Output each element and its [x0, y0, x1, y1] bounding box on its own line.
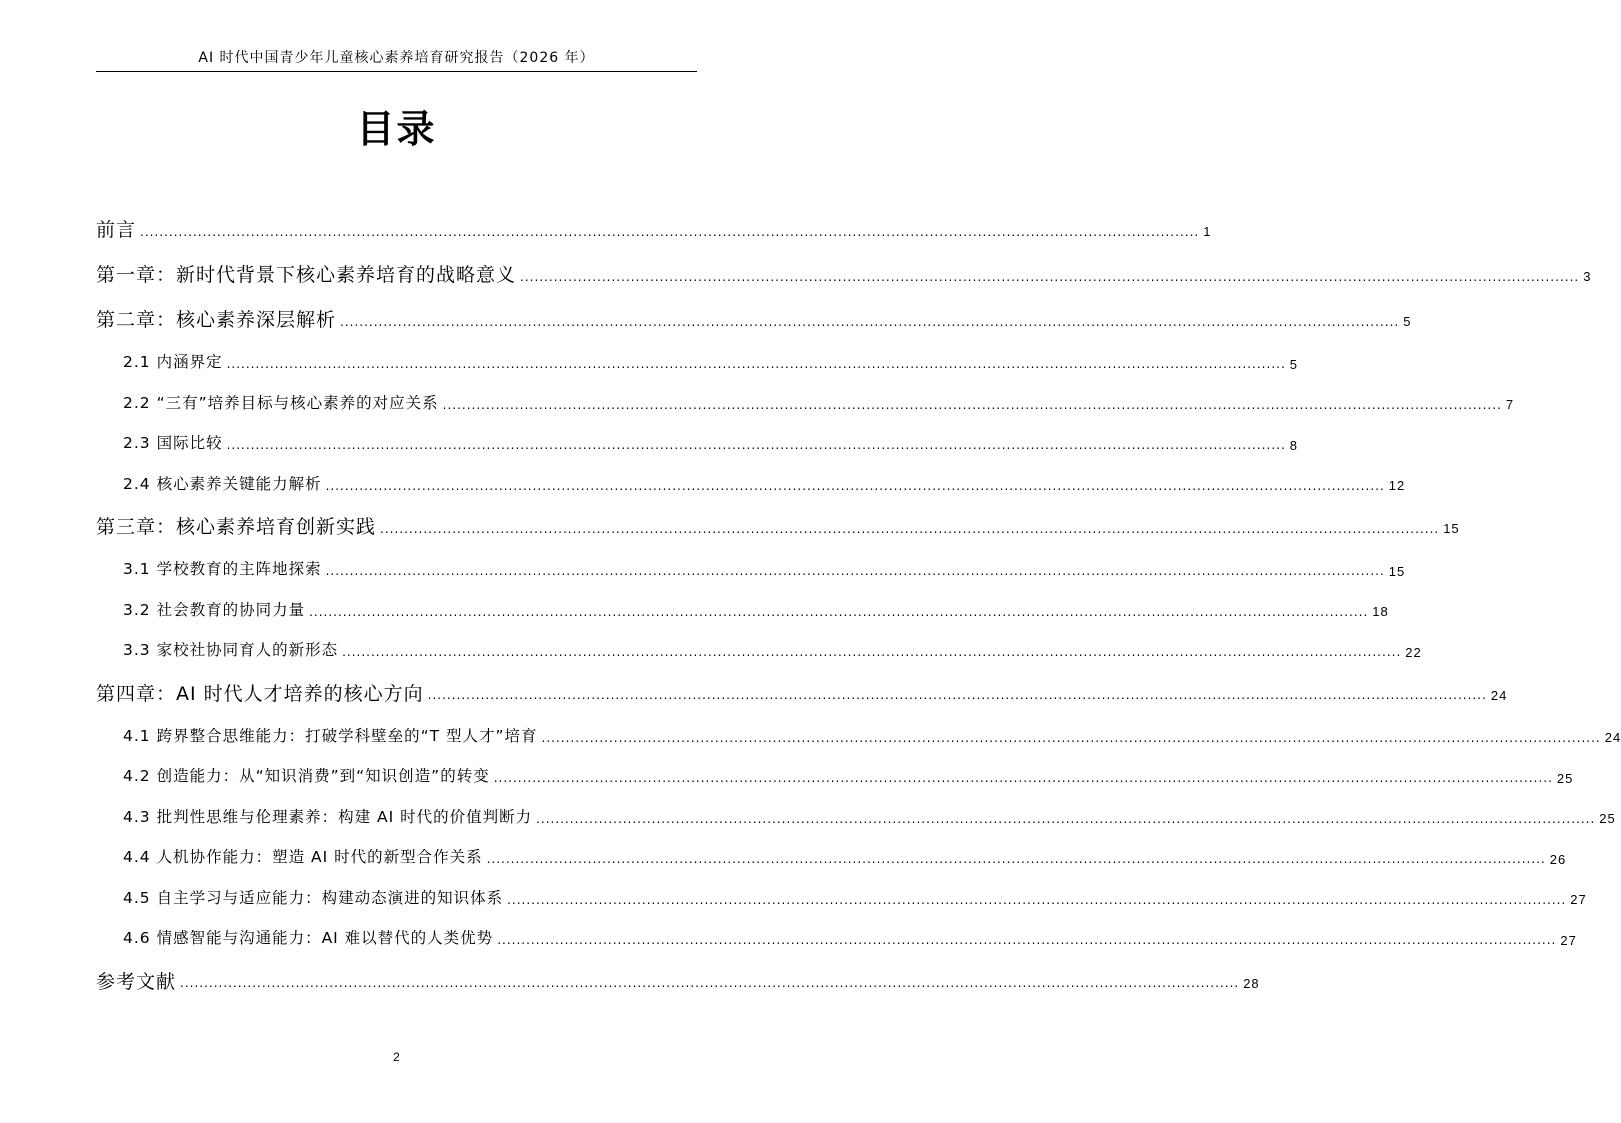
toc-page-number: 15	[1388, 563, 1406, 579]
toc-entry-label: 第二章：核心素养深层解析	[96, 309, 337, 331]
toc-section-entry[interactable]	[96, 629, 1422, 670]
toc-dot-leader: ............................................................................................................................................................................................................................	[325, 478, 1385, 493]
toc-entry-label: 3.3 家校社协同育人的新形态	[123, 641, 339, 660]
toc-chapter-entry[interactable]	[96, 206, 1212, 251]
toc-page-number: 12	[1388, 478, 1406, 494]
toc-page-number: 28	[1243, 975, 1260, 991]
toc-page-number: 3	[1583, 269, 1592, 284]
toc-dot-leader: ............................................................................................................................................................................................................................	[442, 397, 1502, 412]
page-number: 2	[393, 1050, 400, 1064]
toc-section-entry[interactable]	[96, 755, 1574, 796]
toc-section-entry[interactable]	[96, 422, 1298, 463]
table-of-contents	[96, 206, 1621, 1003]
toc-section-entry[interactable]	[96, 589, 1389, 630]
toc-entry-label: 3.1 学校教育的主阵地探索	[123, 560, 322, 579]
toc-entry-label: 2.3 国际比较	[123, 434, 223, 453]
toc-entry-label: 4.4 人机协作能力：塑造 AI 时代的新型合作关系	[123, 848, 483, 867]
toc-section-entry[interactable]	[96, 341, 1298, 382]
toc-section-entry[interactable]	[96, 382, 1515, 423]
header-rule	[96, 71, 697, 72]
toc-entry-label: 参考文献	[96, 970, 177, 993]
toc-dot-leader: ............................................................................................................................................................................................................................	[180, 976, 1240, 990]
toc-section-entry[interactable]	[96, 463, 1406, 504]
toc-dot-leader: ............................................................................................................................................................................................................................	[226, 438, 1286, 453]
toc-entry-label: 4.5 自主学习与适应能力：构建动态演进的知识体系	[123, 888, 504, 907]
toc-section-entry[interactable]	[96, 917, 1577, 958]
toc-entry-label: 前言	[96, 219, 137, 241]
toc-page-number: 7	[1505, 397, 1515, 413]
toc-chapter-entry[interactable]	[96, 503, 1460, 548]
toc-dot-leader: ............................................................................................................................................................................................................................	[493, 771, 1553, 786]
toc-section-entry[interactable]	[96, 796, 1616, 837]
toc-dot-leader: ............................................................................................................................................................................................................................	[427, 688, 1487, 702]
toc-page-number: 8	[1289, 437, 1298, 453]
toc-dot-leader: ............................................................................................................................................................................................................................	[486, 852, 1546, 867]
toc-page-number: 24	[1490, 687, 1508, 703]
toc-page-number: 5	[1403, 314, 1412, 329]
toc-chapter-entry[interactable]	[96, 296, 1412, 341]
toc-page-number: 22	[1405, 644, 1422, 660]
toc-entry-label: 第四章：AI 时代人才培养的核心方向	[96, 682, 424, 705]
toc-page-number: 24	[1604, 730, 1621, 746]
toc-dot-leader: ............................................................................................................................................................................................................................	[536, 811, 1596, 826]
toc-chapter-entry[interactable]	[96, 958, 1260, 1003]
toc-dot-leader: ............................................................................................................................................................................................................................	[325, 564, 1385, 579]
toc-section-entry[interactable]	[96, 548, 1406, 589]
toc-title: 目录	[356, 106, 437, 151]
toc-chapter-entry[interactable]	[96, 670, 1508, 715]
toc-entry-label: 4.6 情感智能与沟通能力：AI 难以替代的人类优势	[123, 929, 494, 948]
toc-dot-leader: ............................................................................................................................................................................................................................	[140, 224, 1200, 239]
toc-entry-label: 4.1 跨界整合思维能力：打破学科壁垒的“T 型人才”培育	[123, 726, 538, 745]
running-header: AI 时代中国青少年儿童核心素养培育研究报告（2026 年）	[198, 50, 595, 66]
toc-page-number: 1	[1203, 224, 1212, 239]
toc-dot-leader: ............................................................................................................................................................................................................................	[226, 357, 1286, 372]
toc-entry-label: 第一章：新时代背景下核心素养培育的战略意义	[96, 264, 517, 286]
toc-entry-label: 4.3 批判性思维与伦理素养：构建 AI 时代的价值判断力	[123, 807, 533, 826]
toc-page-number: 26	[1549, 851, 1567, 867]
toc-section-entry[interactable]	[96, 836, 1567, 877]
toc-page-number: 27	[1570, 892, 1587, 908]
toc-entry-label: 2.1 内涵界定	[123, 353, 223, 372]
toc-dot-leader: ............................................................................................................................................................................................................................	[497, 933, 1557, 948]
toc-entry-label: 2.2 “三有”培养目标与核心素养的对应关系	[123, 393, 439, 412]
toc-entry-label: 3.2 社会教育的协同力量	[123, 600, 306, 619]
toc-section-entry[interactable]	[96, 715, 1621, 756]
toc-dot-leader: ............................................................................................................................................................................................................................	[507, 892, 1567, 907]
toc-dot-leader: ............................................................................................................................................................................................................................	[340, 314, 1400, 329]
toc-page-number: 15	[1443, 521, 1460, 536]
toc-dot-leader: ............................................................................................................................................................................................................................	[309, 604, 1369, 619]
toc-dot-leader: ............................................................................................................................................................................................................................	[520, 269, 1580, 284]
toc-entry-label: 4.2 创造能力：从“知识消费”到“知识创造”的转变	[123, 767, 490, 786]
toc-page-number: 27	[1560, 932, 1577, 948]
toc-chapter-entry[interactable]	[96, 251, 1592, 296]
toc-dot-leader: ............................................................................................................................................................................................................................	[342, 645, 1402, 660]
toc-dot-leader: ............................................................................................................................................................................................................................	[380, 521, 1440, 536]
toc-entry-label: 2.4 核心素养关键能力解析	[123, 474, 322, 493]
toc-entry-label: 第三章：核心素养培育创新实践	[96, 516, 377, 538]
toc-page-number: 25	[1599, 811, 1616, 827]
toc-page-number: 18	[1372, 604, 1389, 620]
toc-section-entry[interactable]	[96, 877, 1587, 918]
toc-dot-leader: ............................................................................................................................................................................................................................	[541, 730, 1601, 745]
toc-page-number: 25	[1556, 770, 1574, 786]
toc-page-number: 5	[1289, 356, 1298, 372]
